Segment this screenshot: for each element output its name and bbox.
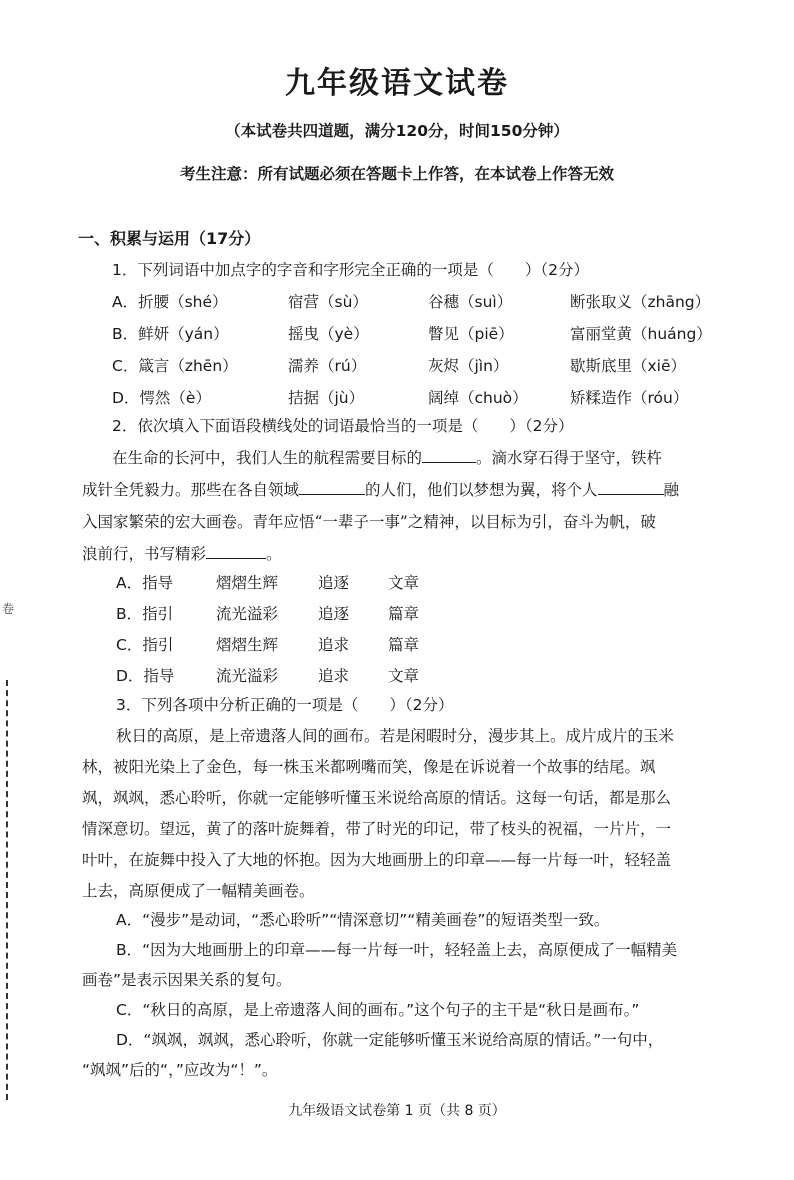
q2-text: 融 [663,481,680,499]
q2-option-b [116,602,476,622]
q3-passage-line: 上去，高原便成了一幅精美画卷。 [82,882,315,900]
q3-passage-line: 林，被阳光染上了金色，每一株玉米都咧嘴而笑，像是在诉说着一个故事的结尾。飒 [82,758,656,776]
q2-d-word1: D．指导 [116,667,175,685]
q3-choice-d-cont: “飒飒”后的“，”应改为“！”。 [82,1061,278,1079]
q3-passage-line: 秋日的高原，是上帝遗落人间的画布。若是闲暇时分，漫步其上。成片成片的玉米 [116,727,675,745]
q2-b-word1: B．指引 [116,605,174,623]
q2-text: 成针全凭毅力。那些在各自领域 [82,481,300,499]
q1-option-b [112,322,752,342]
q1-d-word2: 拮据（jù） [288,389,365,407]
q1-b-word3: 瞥见（piē） [428,325,514,343]
q3-passage-line: 情深意切。望远，黄了的落叶旋舞着，带了时光的印记，带了枝头的祝福，一片片，一 [82,820,672,838]
q2-text: 的人们，他们以梦想为翼，将个人 [365,481,598,499]
page-footer: 九年级语文试卷第 1 页（共 8 页） [288,1103,506,1119]
q2-blank-3 [598,480,664,495]
q2-text: 。滴水穿石得于坚守，铁杵 [476,449,663,467]
q2-b-word3: 追逐 [318,605,350,623]
q2-a-word1: A．指导 [116,574,174,592]
q2-c-word3: 追求 [318,636,350,654]
q3-passage-line: 叶叶，在旋舞中投入了大地的怀抱。因为大地画册上的印章——每一片每一叶，轻轻盖 [82,851,672,869]
binding-mark: 卷 [2,602,15,616]
q1-b-word4: 富丽堂黄（huáng） [570,325,712,343]
q1-c-word4: 歇斯底里（xiē） [570,357,687,375]
q2-blank-2 [299,480,365,495]
exam-subtitle: （本试卷共四道题，满分120分，时间150分钟） [225,122,569,140]
q1-c-word3: 灰烬（jìn） [428,357,509,375]
q2-option-d [116,664,476,684]
q1-a-word1: A．折腰（shé） [112,293,228,311]
q2-passage-line4 [82,542,282,564]
q2-text: 在生命的长河中，我们人生的航程需要目标的 [112,449,423,467]
q2-passage-line3: 入国家繁荣的宏大画卷。青年应悟“一辈子一事”之精神，以目标为引，奋斗为帆，破 [82,513,656,531]
q2-a-word2: 熠熠生辉 [216,574,279,592]
q2-blank-1 [422,448,476,463]
q1-a-word4: 断张取义（zhāng） [570,293,711,311]
q1-b-word1: B．鲜妍（yán） [112,325,229,343]
q1-d-word1: D．愕然（è） [112,389,211,407]
q2-c-word2: 熠熠生辉 [216,636,279,654]
exam-title: 九年级语文试卷 [285,66,509,101]
q2-a-word4: 文章 [388,574,420,592]
q1-c-word2: 濡养（rú） [288,357,367,375]
q1-option-c [112,354,752,374]
q3-choice-b: B．“因为大地画册上的印章——每一片每一叶，轻轻盖上去，高原便成了一幅精美 [116,941,678,959]
q1-c-word1: C．箴言（zhēn） [112,357,238,375]
q2-d-word2: 流光溢彩 [216,667,279,685]
q2-a-word3: 追逐 [318,574,350,592]
q1-option-a [112,290,752,310]
q2-c-word1: C．指引 [116,636,174,654]
q1-b-word2: 摇曳（yè） [288,325,369,343]
q2-text: 浪前行，书写精彩 [82,545,207,563]
q2-passage-line2 [82,478,679,500]
q2-d-word3: 追求 [318,667,350,685]
q2-option-a [116,571,476,591]
binding-dashed-line [6,680,8,1100]
q1-stem: 1．下列词语中加点字的字音和字形完全正确的一项是（ ）（2分） [112,261,589,279]
q1-d-word3: 阔绰（chuò） [428,389,528,407]
q2-option-c [116,633,476,653]
q1-a-word3: 谷穗（suì） [428,293,513,311]
q2-blank-4 [206,544,266,559]
q2-c-word4: 篇章 [388,636,420,654]
q2-stem: 2．依次填入下面语段横线处的词语最恰当的一项是（ ）（2分） [112,417,574,435]
q1-d-word4: 矫糅造作（róu） [570,389,689,407]
q3-choice-c: C．“秋日的高原，是上帝遗落人间的画布。”这个句子的主干是“秋日是画布。” [116,1001,640,1019]
q2-b-word2: 流光溢彩 [216,605,279,623]
q3-choice-d: D．“飒飒，飒飒，悉心聆听，你就一定能够听懂玉米说给高原的情话。”一句中， [116,1031,664,1049]
q2-text: 。 [266,545,282,563]
q3-choice-a: A．“漫步”是动词，“悉心聆听”“情深意切”“精美画卷”的短语类型一致。 [116,911,610,929]
q2-b-word4: 篇章 [388,605,420,623]
exam-notice: 考生注意：所有试题必须在答题卡上作答，在本试卷上作答无效 [179,165,614,183]
q3-passage-line: 飒，飒飒，悉心聆听，你就一定能够听懂玉米说给高原的情话。这每一句话，都是那么 [82,789,672,807]
q2-passage-line1 [112,446,662,468]
q3-choice-b-cont: 画卷”是表示因果关系的复句。 [82,971,292,989]
q3-stem: 3．下列各项中分析正确的一项是（ ）（2分） [116,696,454,714]
q2-d-word4: 文章 [388,667,420,685]
section-heading: 一、积累与运用（17分） [78,229,261,248]
q1-option-d [112,386,752,406]
q1-a-word2: 宿营（sù） [288,293,368,311]
